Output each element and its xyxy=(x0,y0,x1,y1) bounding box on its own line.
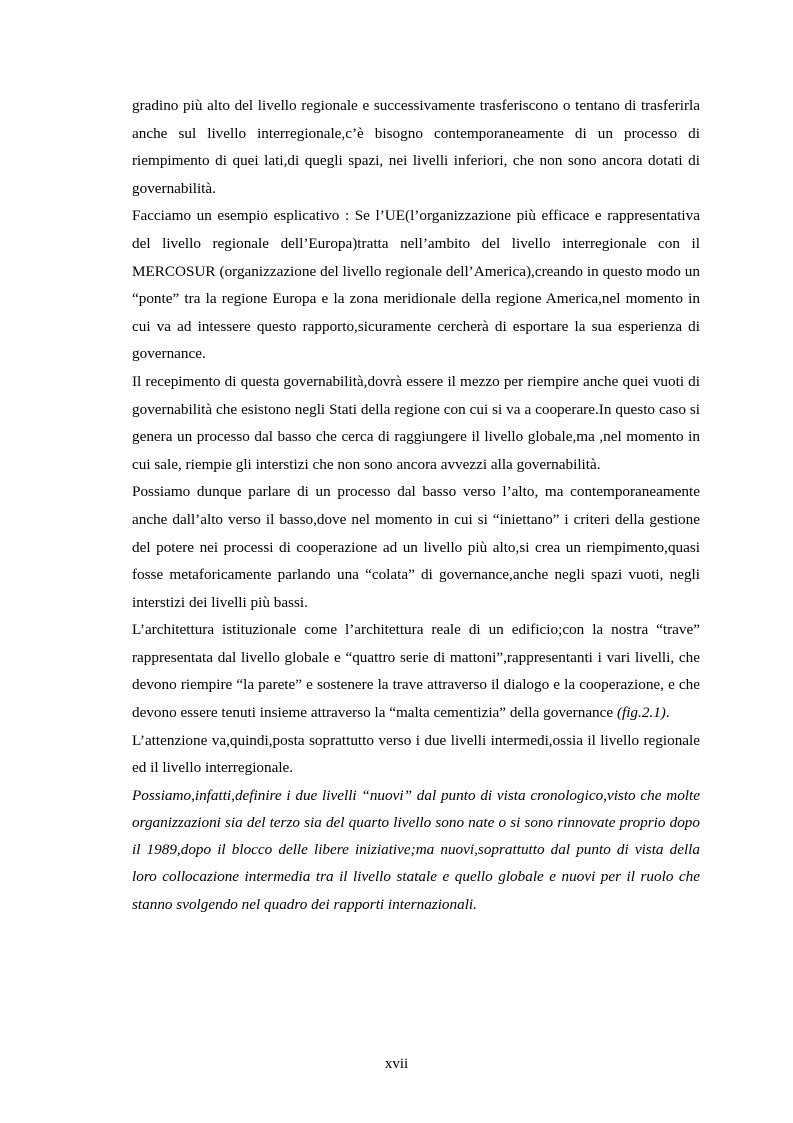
body-text xyxy=(132,92,700,918)
paragraph-2: Facciamo un esempio esplicativo : Se l’UE(l’organizzazione più efficace e rappresentativa del livello regionale dell’Europa)tratta nell’ambito del livello interregionale con il MERCOSUR (organizzazione del livello regionale dell’America),creando in questo modo un “ponte” tra la regione Europa e la zona meridionale della regione America,nel momento in cui va ad intessere questo rapporto,sicuramente cercherà di esportare la sua esperienza di governance. xyxy=(132,207,700,363)
page-number: xvii xyxy=(384,1056,409,1072)
paragraph-5-text: L’architettura istituzionale come l’architettura reale di un edificio;con la nostra “trave” rappresentata dal livello globale e “quattro serie di mattoni”,rappresentanti i vari livelli, che devono riempire “la parete” e sostenere la trave attraverso il dialogo e la cooperazione, e che devono essere tenuti insieme attraverso la “malta cementizia” della governance xyxy=(132,621,700,722)
paragraph-6: L’attenzione va,quindi,posta soprattutto verso i due livelli intermedi,ossia il livello regionale ed il livello interregionale. xyxy=(132,731,700,777)
paragraph-5 xyxy=(132,616,700,726)
paragraph-5-tail: . xyxy=(665,704,670,722)
paragraph-3: Il recepimento di questa governabilità,dovrà essere il mezzo per riempire anche quei vuoti di governabilità che esistono negli Stati della regione con cui si va a cooperare.In questo caso si genera un processo dal basso che cerca di raggiungere il livello globale,ma ,nel momento in cui sale, riempie gli interstizi che non sono ancora avvezzi alla governabilità. xyxy=(132,372,700,473)
paragraph-1: gradino più alto del livello regionale e successivamente trasferiscono o tentano di trasferirla anche sul livello interregionale,c’è bisogno contemporaneamente di un processo di riempimento di quei lati,di quegli spazi, nei livelli inferiori, che non sono ancora dotati di governabilità. xyxy=(132,97,700,197)
paragraph-7-italic: Possiamo,infatti,definire i due livelli “nuovi” dal punto di vista cronologico,visto che molte organizzazioni sia del terzo sia del quarto livello sono nate o si sono rinnovate proprio dopo il 1989,dopo il blocco delle libere iniziative;ma nuovi,soprattutto dal punto di vista della loro collocazione intermedia tra il livello statale e quello globale e nuovi per il ruolo che stanno svolgendo nel quadro dei rapporti internazionali. xyxy=(132,786,700,913)
paragraph-4: Possiamo dunque parlare di un processo dal basso verso l’alto, ma contemporaneamente anche dall’alto verso il basso,dove nel momento in cui si “iniettano” i criteri della gestione del potere nei processi di cooperazione ad un livello più alto,si crea un riempimento,quasi fosse metaforicamente parlando una “colata” di governance,anche negli spazi vuoti, negli interstizi dei livelli più bassi. xyxy=(132,483,700,611)
figure-reference: (fig.2.1) xyxy=(616,704,666,722)
